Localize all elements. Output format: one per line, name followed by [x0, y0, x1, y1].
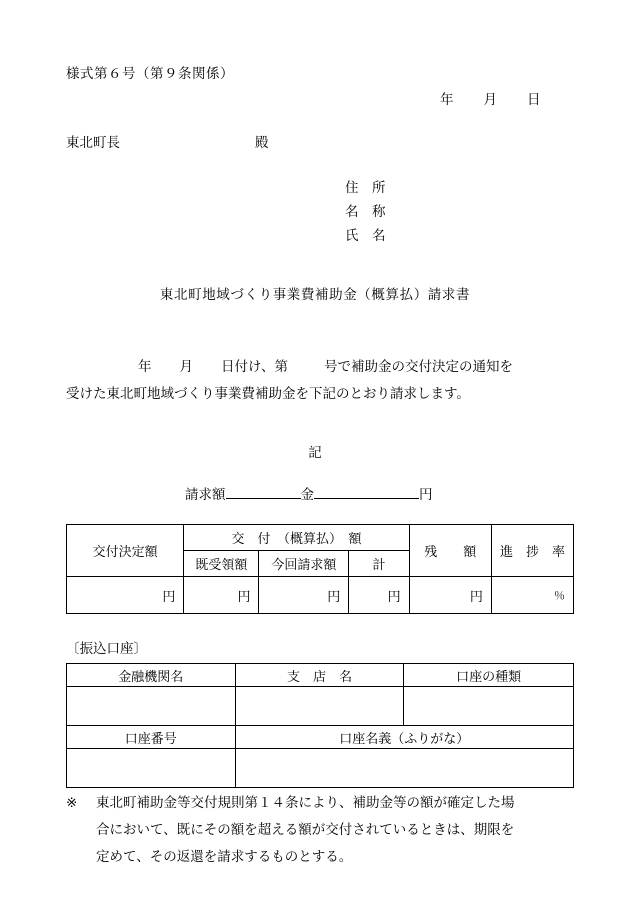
- cell-account-number-value: [67, 749, 236, 788]
- claim-amount-kin: 金: [300, 487, 314, 502]
- cell-branch-value: [235, 687, 404, 726]
- date-line: [440, 88, 541, 108]
- cell-kijuryo-header: 既受領額: [184, 551, 259, 577]
- footnote-mark: ※: [66, 795, 78, 810]
- cell-account-number-header: 口座番号: [67, 726, 236, 749]
- cell-zangaku-header: 残 額: [409, 525, 491, 577]
- body-day: 日付け、第: [221, 359, 288, 374]
- cell-kettei-value: 円: [67, 577, 184, 614]
- cell-shinchoku-value: ％: [491, 577, 573, 614]
- cell-bank-name-header: 金融機関名: [67, 664, 236, 687]
- applicant-block: [345, 176, 386, 248]
- applicant-address-label: 住 所: [345, 180, 386, 195]
- cell-account-type-value: [404, 687, 574, 726]
- body-month: 月: [179, 359, 193, 374]
- form-number: 様式第６号（第９条関係）: [66, 66, 234, 81]
- applicant-name-label: 名 称: [345, 204, 386, 219]
- amount-table: [66, 524, 574, 614]
- cell-bank-name-value: [67, 687, 236, 726]
- cell-branch-header: 支 店 名: [235, 664, 404, 687]
- cell-shinchoku-header: 進 捗 率: [491, 525, 573, 577]
- claim-amount-unit: 円: [419, 487, 433, 502]
- body-line2: 受けた東北町地域づくり事業費補助金を下記のとおり請求します。: [66, 386, 470, 401]
- cell-konkai-header: 今回請求額: [259, 551, 349, 577]
- table-row: [67, 525, 574, 551]
- footnote-line2: 合において、既にその額を超える額が交付されているときは、期限を: [96, 822, 515, 837]
- addressee-honorific: 殿: [255, 135, 269, 150]
- body-tail: 号で補助金の交付決定の通知を: [323, 359, 513, 374]
- claim-amount-label: 請求額: [185, 487, 226, 502]
- table-row: [67, 726, 574, 749]
- table-row: [67, 687, 574, 726]
- footnote-line1: 東北町補助金等交付規則第１４条により、補助金等の額が確定した場: [96, 795, 515, 810]
- addressee-name: 東北町長: [66, 135, 120, 150]
- cell-zangaku-value: 円: [409, 577, 491, 614]
- body-year: 年: [138, 359, 152, 374]
- table-row: [67, 664, 574, 687]
- footnote: [66, 789, 574, 870]
- cell-kettei-header: 交付決定額: [67, 525, 184, 577]
- cell-account-holder-value: [235, 749, 573, 788]
- claim-amount-line: [185, 481, 433, 503]
- table-row: [67, 749, 574, 788]
- cell-kofu-group-header: 交 付 （概算払） 額: [184, 525, 409, 551]
- cell-account-type-header: 口座の種類: [404, 664, 574, 687]
- cell-account-holder-header: 口座名義（ふりがな）: [235, 726, 573, 749]
- cell-kijuryo-value: 円: [184, 577, 259, 614]
- cell-kei-value: 円: [349, 577, 409, 614]
- bank-account-section-label: 〔振込口座〕: [66, 641, 147, 656]
- cell-konkai-value: 円: [259, 577, 349, 614]
- addressee-line: [66, 131, 269, 151]
- table-row: [67, 577, 574, 614]
- ki-marker: 記: [308, 445, 322, 460]
- date-day-label: 日: [527, 92, 541, 107]
- page-title: 東北町地域づくり事業費補助金（概算払）請求書: [159, 287, 471, 302]
- date-month-label: 月: [483, 92, 497, 107]
- date-year-label: 年: [440, 92, 454, 107]
- footnote-line3: 定めて、その返還を請求するものとする。: [96, 849, 353, 864]
- cell-kei-header: 計: [349, 551, 409, 577]
- body-text: [66, 353, 566, 407]
- bank-account-table: [66, 663, 574, 788]
- applicant-person-label: 氏 名: [345, 228, 386, 243]
